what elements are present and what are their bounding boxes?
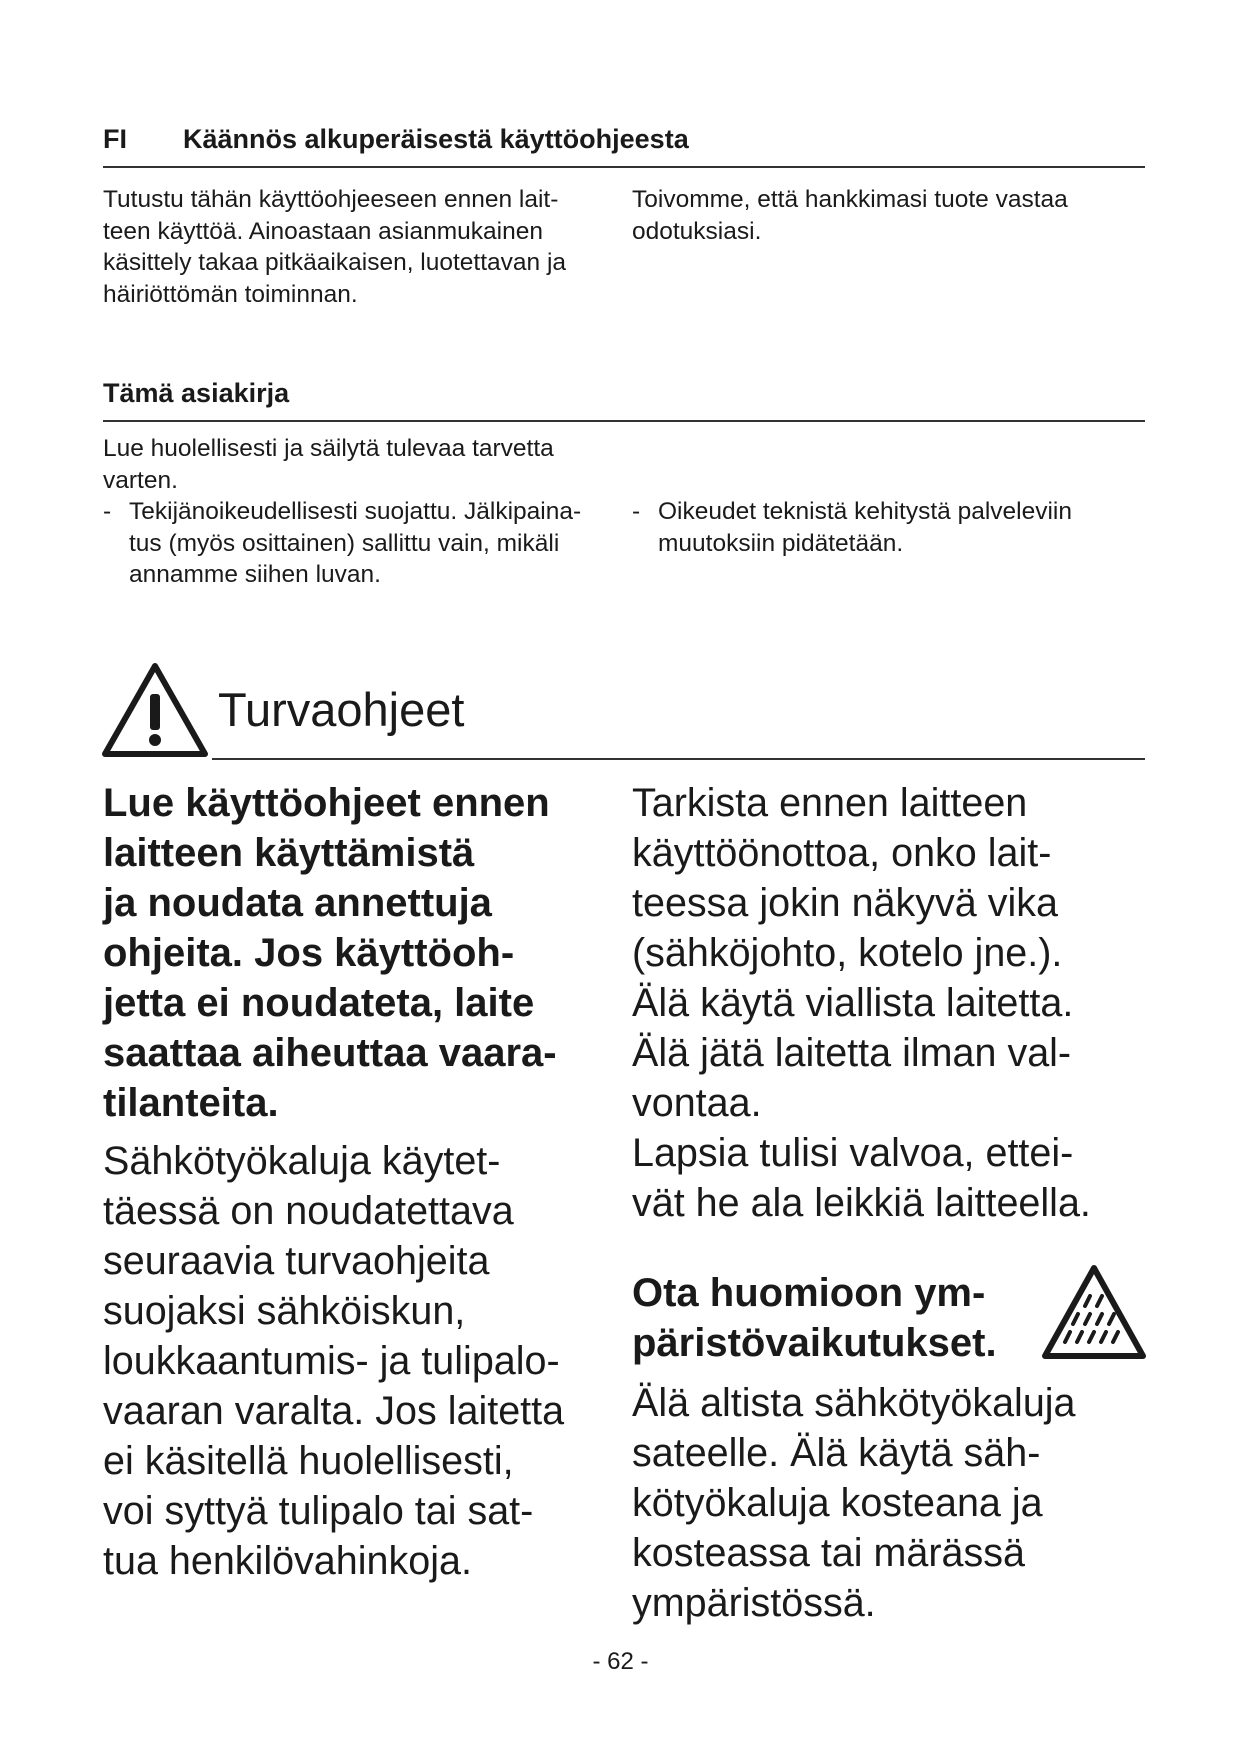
rain-warning-icon (1040, 1262, 1148, 1362)
text-line: Tekijänoikeudellisesti suojattu. Jälkipaina- (129, 498, 582, 525)
text-line: Älä jätä laitetta ilman val- (632, 1031, 1072, 1075)
environment-heading (632, 1268, 1052, 1368)
text-line: kötyökaluja kosteana ja (632, 1481, 1043, 1525)
intro-left-paragraph (103, 184, 613, 310)
text-line: päristövaikutukset. (632, 1321, 997, 1365)
page-number: - 62 - (592, 1648, 649, 1675)
text-line: loukkaantumis- ja tulipalo- (103, 1339, 560, 1383)
text-line: Sähkötyökaluja käytet- (103, 1139, 501, 1183)
text-line: Tutustu tähän käyttöohjeeseen ennen lait- (103, 186, 559, 213)
environment-paragraph (632, 1378, 1152, 1628)
safety-bold-paragraph (103, 778, 623, 1128)
text-line: (sähköjohto, kotelo jne.). (632, 931, 1063, 975)
text-line: Tarkista ennen laitteen (632, 781, 1028, 825)
text-line: täessä on noudatettava (103, 1189, 514, 1233)
text-line: Lue huolellisesti ja säilytä tulevaa tarvetta (103, 435, 554, 462)
text-line: Älä altista sähkötyökaluja (632, 1381, 1076, 1425)
bullet-item (103, 496, 623, 591)
text-line: Älä käytä viallista laitetta. (632, 981, 1074, 1025)
text-line: vät he ala leikkiä laitteella. (632, 1181, 1091, 1225)
text-line: ei käsitellä huolellisesti, (103, 1439, 514, 1483)
children-paragraph (632, 1128, 1152, 1228)
text-line: käsittely takaa pitkäaikaisen, luotettavan ja (103, 249, 567, 276)
bullet-dash: - (103, 498, 112, 525)
safety-right-column (632, 778, 1152, 1228)
warning-triangle-icon (100, 660, 210, 760)
text-line: vontaa. (632, 1081, 762, 1125)
language-code: FI (103, 124, 127, 154)
text-line: ja noudata annettuja (103, 881, 492, 925)
text-line: teessa jokin näkyvä vika (632, 881, 1058, 925)
bullet-item (632, 496, 1142, 559)
text-line: kosteassa tai märässä (632, 1531, 1025, 1575)
inspection-paragraph (632, 778, 1152, 1128)
text-line: Ota huomioon ym- (632, 1271, 986, 1315)
text-line: ympäristössä. (632, 1581, 876, 1625)
text-line: käyttöönottoa, onko lait- (632, 831, 1052, 875)
text-line: Oikeudet teknistä kehitystä palveleviin (658, 498, 1072, 525)
text-line: Lapsia tulisi valvoa, ettei- (632, 1131, 1074, 1175)
text-line: ohjeita. Jos käyttöoh- (103, 931, 515, 975)
document-bullet-right (632, 496, 1142, 559)
text-line: muutoksiin pidätetään. (658, 529, 904, 557)
text-line: annamme siihen luvan. (129, 561, 381, 588)
text-line: vaaran varalta. Jos laitetta (103, 1389, 565, 1433)
text-line: saattaa aiheuttaa vaara- (103, 1031, 557, 1075)
intro-right-paragraph (632, 184, 1142, 247)
text-line: Toivomme, että hankkimasi tuote vastaa (632, 186, 1068, 213)
text-line: laitteen käyttämistä (103, 831, 475, 875)
text-line: tua henkilövahinkoja. (103, 1539, 472, 1583)
text-line: häiriöttömän toiminnan. (103, 280, 358, 308)
safety-title: Turvaohjeet (218, 683, 465, 736)
text-line: teen käyttöä. Ainoastaan asianmukainen (103, 217, 543, 245)
text-line: suojaksi sähköiskun, (103, 1289, 466, 1333)
section-divider (103, 420, 1145, 422)
text-line: tus (myös osittainen) sallittu vain, mikäli (129, 529, 560, 557)
safety-left-column (103, 778, 623, 1586)
safety-divider (212, 758, 1145, 760)
safety-regular-paragraph (103, 1136, 623, 1586)
text-line: sateelle. Älä käytä säh- (632, 1431, 1041, 1475)
page-title: Käännös alkuperäisestä käyttöohjeesta (183, 124, 689, 154)
text-line: jetta ei noudateta, laite (103, 981, 535, 1025)
bullet-dash: - (632, 498, 641, 525)
text-line: seuraavia turvaohjeita (103, 1239, 490, 1283)
text-line: Lue käyttöohjeet ennen (103, 781, 550, 825)
header-divider (103, 166, 1145, 168)
text-line: varten. (103, 466, 178, 494)
section-heading: Tämä asiakirja (103, 378, 290, 408)
text-line: odotuksiasi. (632, 217, 762, 245)
text-line: voi syttyä tulipalo tai sat- (103, 1489, 534, 1533)
document-intro (103, 433, 623, 591)
text-line: tilanteita. (103, 1081, 279, 1125)
